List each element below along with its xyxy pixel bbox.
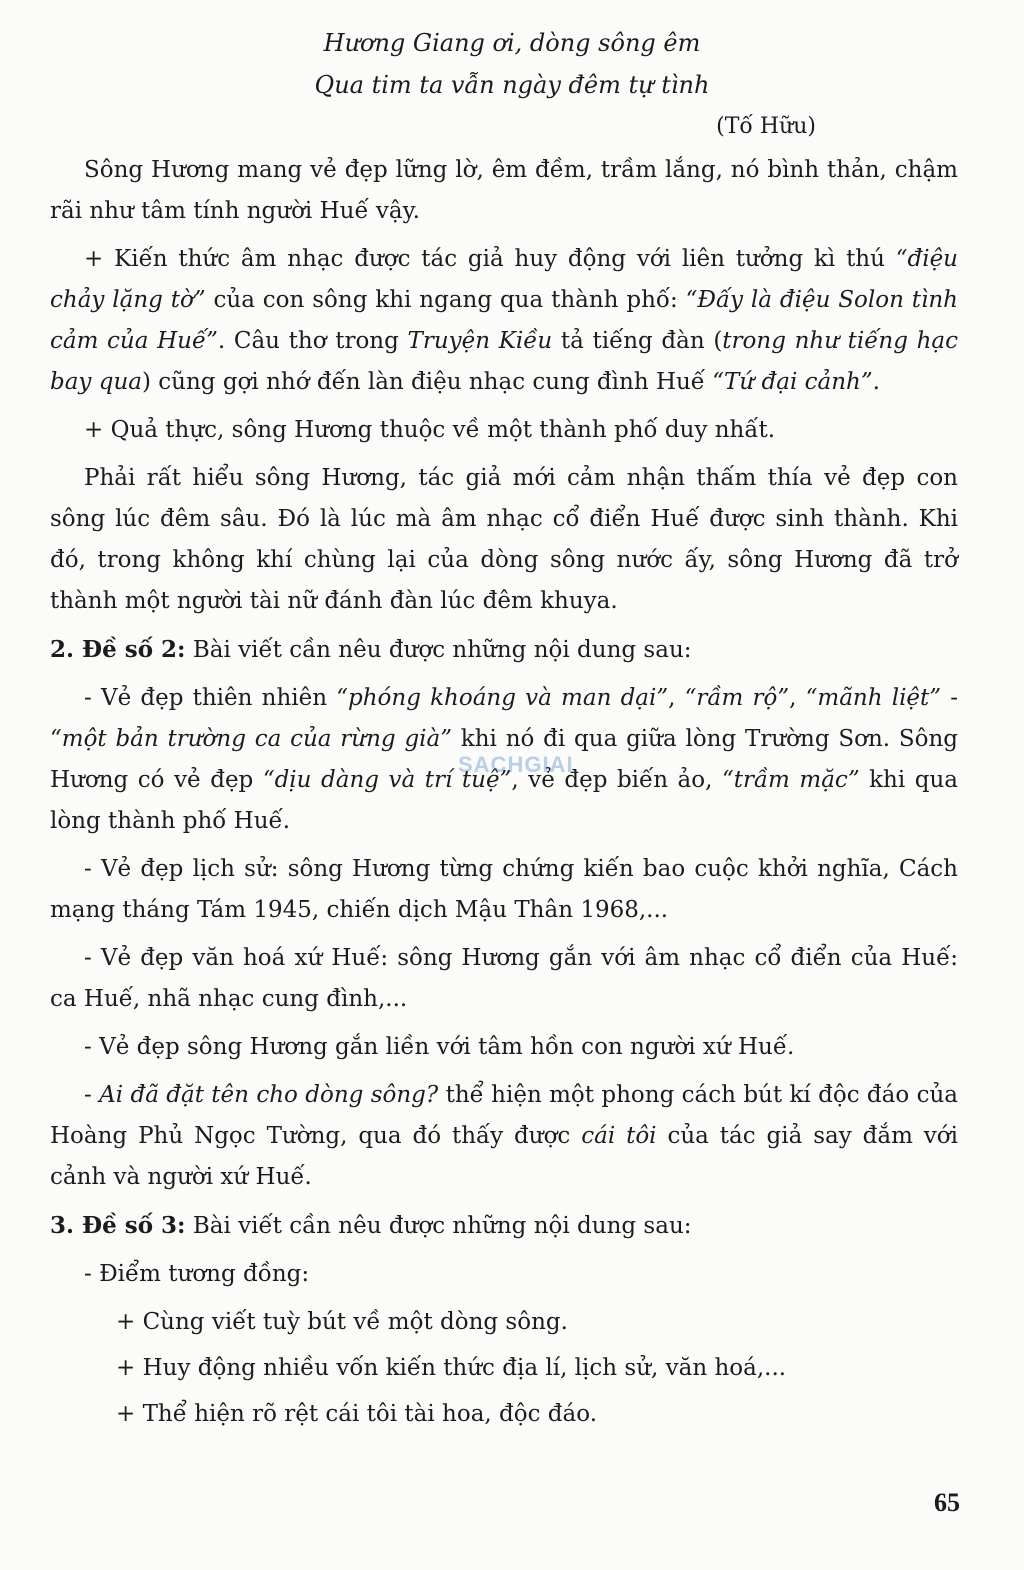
quote-italic: “mãnh liệt” (805, 685, 942, 711)
paragraph-2 (50, 239, 958, 403)
paragraph-3: + Quả thực, sông Hương thuộc về một thành phố duy nhất. (84, 417, 776, 443)
work-title: Truyện Kiều (407, 328, 553, 354)
quote-italic: “Đấy là điệu Solon tình cảm của Huế” (50, 287, 958, 354)
quote-italic: “một bản trường ca của rừng già” (50, 726, 453, 752)
text-run: . Câu thơ trong (217, 328, 408, 354)
text-run: thể hiện một phong cách bút kí độc đáo của Hoàng Phủ Ngọc Tường, qua đó thấy được (50, 1082, 958, 1149)
paragraph-9 (50, 1075, 958, 1198)
main-text (50, 150, 958, 1440)
list-item: + Thể hiện rõ rệt cái tôi tài hoa, độc đáo. (116, 1401, 598, 1427)
text-run: khi nó đi qua giữa lòng Trường Sơn. Sông Hương có vẻ đẹp (50, 726, 959, 793)
work-title: Ai đã đặt tên cho dòng sông? (99, 1082, 439, 1108)
paragraph-6: - Vẻ đẹp lịch sử: sông Hương từng chứng kiến bao cuộc khởi nghĩa, Cách mạng tháng Tám 1945, chiến dịch Mậu Thân 1968,... (50, 856, 958, 923)
text-run: - (941, 685, 959, 711)
emphasis-italic: cái tôi (581, 1123, 657, 1149)
page-number: 65 (934, 1488, 960, 1517)
text-run: , vẻ đẹp biến ảo, (511, 767, 722, 793)
quote-italic: trong như tiếng hạc bay qua (50, 328, 959, 395)
quote-italic: “Tứ đại cảnh” (712, 369, 873, 395)
quote-italic: “điệu chảy lặng tờ” (50, 246, 958, 313)
section-heading-3 (50, 1205, 958, 1247)
text-run: + Kiến thức âm nhạc được tác giả huy động với liên tưởng kì thú (84, 246, 896, 272)
text-run: của tác giả say đắm với cảnh và người xứ Huế. (50, 1123, 958, 1190)
paragraph-1: Sông Hương mang vẻ đẹp lững lờ, êm đềm, trầm lắng, nó bình thản, chậm rãi như tâm tính người Huế vậy. (50, 157, 958, 224)
poem-epigraph (0, 22, 1024, 106)
list-item: + Huy động nhiều vốn kiến thức địa lí, lịch sử, văn hoá,... (116, 1355, 787, 1381)
text-run: , (668, 685, 685, 711)
watermark-logo (458, 752, 588, 792)
paragraph-10: - Điểm tương đồng: (84, 1261, 310, 1287)
quote-italic: “dịu dàng và trí tuệ” (262, 767, 512, 793)
paragraph-8: - Vẻ đẹp sông Hương gắn liền với tâm hồn con người xứ Huế. (84, 1034, 795, 1060)
quote-italic: “rầm rộ” (684, 685, 790, 711)
heading-text: Bài viết cần nêu được những nội dung sau: (185, 1213, 692, 1239)
text-run: . (872, 369, 880, 395)
paragraph-4: Phải rất hiểu sông Hương, tác giả mới cảm nhận thấm thía vẻ đẹp con sông lúc đêm sâu. Đó là lúc mà âm nhạc cổ điển Huế được sinh thành. Khi đó, trong không khí chùng lại của dòng sông nước ấy, sông Hương đã trở thành một người tài nữ đánh đàn lúc đêm khuya. (50, 465, 958, 614)
quote-italic: “trầm mặc” (721, 767, 860, 793)
heading-text: Bài viết cần nêu được những nội dung sau: (185, 637, 692, 663)
text-run: - Vẻ đẹp thiên nhiên (84, 685, 337, 711)
watermark-text: SACHGIAI (458, 752, 574, 777)
poem-author: (Tố Hữu) (716, 114, 816, 139)
poem-line-2: Qua tim ta vẫn ngày đêm tự tình (314, 71, 710, 99)
heading-label: 3. Đề số 3: (50, 1212, 186, 1239)
text-run: ) cũng gợi nhớ đến làn điệu nhạc cung đình Huế (142, 369, 713, 395)
text-run: của con sông khi ngang qua thành phố: (205, 287, 686, 313)
list-item: + Cùng viết tuỳ bút về một dòng sông. (116, 1309, 568, 1335)
text-run: khi qua lòng thành phố Huế. (50, 767, 959, 834)
quote-italic: “phóng khoáng và man dại” (336, 685, 669, 711)
heading-label: 2. Đề số 2: (50, 636, 186, 663)
text-run: , (789, 685, 806, 711)
text-run: tả tiếng đàn ( (552, 328, 723, 354)
section-heading-2 (50, 629, 958, 671)
paragraph-7: - Vẻ đẹp văn hoá xứ Huế: sông Hương gắn với âm nhạc cổ điển của Huế: ca Huế, nhã nhạc cung đình,... (50, 945, 958, 1012)
poem-line-1: Hương Giang ơi, dòng sông êm (323, 29, 701, 57)
text-run: - (84, 1082, 100, 1108)
